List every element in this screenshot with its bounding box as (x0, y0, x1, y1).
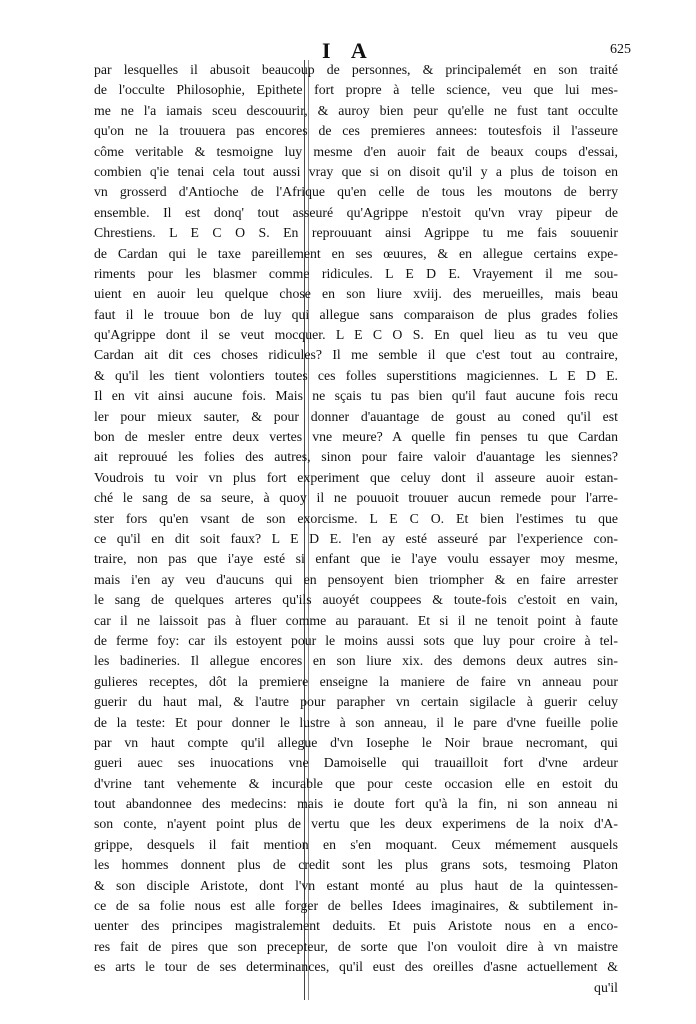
text-line: ler pour mieux sauter, & pour donner d'auantage de goust au coned qu'il est (94, 408, 618, 424)
text-line: res fait de pires que son precepteur, de sorte que l'on vouloit dire à vn maistre (94, 938, 618, 954)
text-line: car il ne laissoit pas à fluer comme au parauant. Et si il ne tenoit point à faute (94, 612, 618, 628)
text-line: Voudrois tu voir vn plus fort experiment que celuy dont il asseure auoir estan- (94, 469, 618, 485)
text-line: vn grosserd d'Antioche de l'Afrique qu'en celle de tous les moutons de berry (94, 184, 618, 200)
text-line: mais i'en ay veu d'aucuns qui en pensoyent bien triompher & en faire arrester (94, 571, 618, 587)
text-line: Cardan ait dit ces choses ridicules? Il me semble il que c'est tout au contraire, (94, 347, 618, 363)
text-line: les hommes donnent plus de credit sont les plus grans sots, tesmoing Platon (94, 857, 618, 873)
text-line: riments pour les blasmer comme ridicules. L E D E. Vrayement il me sou- (94, 265, 618, 281)
text-line: Il en vit ainsi aucune fois. Mais ne sçais tu pas bien qu'il faut aucune fois recu (94, 388, 618, 404)
text-line: qu'Agrippe dont il se veut mocquer. L E C O S. En quel lieu as tu veu que (94, 327, 618, 343)
text-line: ait reprouué les folies des autres, sinon pour faire valoir d'auantage les siennes? (94, 449, 618, 465)
text-line: de l'occulte Philosophie, Epithete fort propre à telle science, veu que lui mes- (94, 82, 618, 98)
text-line: gueri auec ses inuocations vne Damoiselle qui trauailloit fort d'vne ardeur (94, 755, 618, 771)
text-line: ché le sang de sa seure, à quoy il ne pouuoit trouuer aucun remede pour l'arre- (94, 490, 618, 506)
text-line: qu'on ne la trouuera pas encores de ces premieres annees: toutesfois il l'asseure (94, 123, 618, 139)
text-line: côme veritable & tesmoigne luy mesme d'en auoir fait de beaux coups d'essai, (94, 143, 618, 159)
text-line: ce de sa folie nous est alle forger de belles Idees imaginaires, & subtilement in- (94, 898, 618, 914)
text-line: es arts le tour de ses determinances, qu'il eust des oreilles d'asne actuellement & (94, 959, 618, 975)
text-line: gulieres receptes, dôt la premiere enseigne la maniere de faire vn anneau pour (94, 673, 618, 689)
text-line: d'vrine tant vehemente & incurable que pour ceste occasion elle en estoit du (94, 775, 618, 791)
text-line: de ferme foy: car ils estoyent pour le moins aussi sots que luy pour croire à tel- (94, 632, 618, 648)
page-number: 625 (610, 42, 631, 57)
text-line: les badineries. Il allegue encores en son liure xix. des demons deux autres sin- (94, 653, 618, 669)
text-line: & son disciple Aristote, dont l'vn estant monté au plus haut de la quintessen- (94, 877, 618, 893)
text-line: traire, non pas que i'aye esté si enfant que ie l'aye voulu essayer moy mesme, (94, 551, 618, 567)
text-line: guerir du haut mal, & l'autre pour parapher vn certain sigilacle à guerir celuy (94, 694, 618, 710)
text-line: de Cardan qui le taxe pareillement en ses œuures, & en allegue certains expe- (94, 245, 618, 261)
text-line: uient en auoir leu quelque chose en son liure xviij. des merueilles, mais beau (94, 286, 618, 302)
body-text (94, 60, 618, 998)
text-line: faut il le trouue bon de luy qui allegue sans comparaison de plus grades folies (94, 306, 618, 322)
text-line: uenter des principes magistralement deduits. Et puis Aristote nous en a enco- (94, 918, 618, 934)
text-line: bon de mesler entre deux vertes vne meure? A quelle fin penses tu que Cardan (94, 429, 618, 445)
text-line: ce qu'il en dit soit faux? L E D E. l'en ay esté asseuré par l'experience con- (94, 530, 618, 546)
text-line: qu'il (594, 979, 618, 995)
text-line: combien q'ie tenai cela tout aussi vray que si on disoit qu'il y a plus de toison en (94, 163, 618, 179)
running-head: I A (322, 38, 375, 63)
text-line: & qu'il les tient volontiers toutes ces folles superstitions magiciennes. L E D E. (94, 367, 618, 383)
text-line: par lesquelles il abusoit beaucoup de personnes, & principalemét en son traité (94, 62, 618, 77)
text-line: son conte, n'ayent point plus de vertu que les deux experimens de la noix d'A- (94, 816, 618, 832)
text-line: ensemble. Il est donq' tout asseuré qu'Agrippe n'estoit qu'vn vray pipeur de (94, 204, 618, 220)
text-line: Chrestiens. L E C O S. En reprouuant ainsi Agrippe tu me fais souuenir (94, 225, 618, 241)
text-line: ster fors qu'en vsant de son exorcisme. L E C O. Et bien l'estimes tu que (94, 510, 618, 526)
text-line: par vn haut compte qu'il allegue d'vn Iosephe le Noir braue necromant, qui (94, 734, 618, 750)
text-line: me ne l'a iamais sceu descouurir, & auroy bien peur qu'elle ne fust tant occulte (94, 102, 618, 118)
text-line: de la teste: Et pour donner le lustre à son anneau, il le pare d'vne fueille polie (94, 714, 618, 730)
text-line: le sang de quelques arteres qu'ils auoyét couppees & toute-fois c'estoit en vain, (94, 592, 618, 608)
text-line: grippe, desquels il fait mention en s'en moquant. Ceux mémement ausquels (94, 836, 618, 852)
text-line: tout abandonnee des medecins: mais ie doute fort qu'à la fin, ni son anneau ni (94, 796, 618, 812)
